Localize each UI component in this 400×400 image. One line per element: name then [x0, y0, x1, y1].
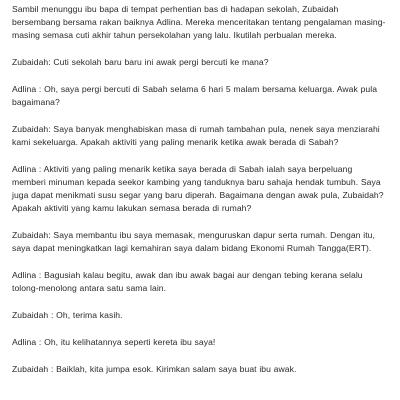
dialogue-line: Adlina : Bagusiah kalau begitu, awak dan ibu awak bagai aur dengan tebing kerana selalu tolong-menolong antara satu sama lain.: [12, 270, 363, 293]
dialogue-line: Adlina : Aktiviti yang paling menarik ketika saya berada di Sabah ialah saya berpeluang memberi minuman kepada seekor kambing yang tanduknya baru sahaja hendak tumbuh. Saya juga dapat menikmati susu segar yang baru diperah. Bagaimana dengan awak pula, Zubaidah? Apakah aktiviti yang kamu lakukan semasa berada di rumah?: [12, 164, 384, 213]
dialogue-line: Zubaidah: Saya membantu ibu saya memasak, menguruskan dapur serta rumah. Dengan itu, saya dapat meningkatkan lagi kemahiran saya dalam bidang Ekonomi Rumah Tangga(ERT).: [12, 230, 375, 253]
dialogue-line: Zubaidah: Cuti sekolah baru baru ini awak pergi bercuti ke mana?: [12, 57, 269, 67]
dialogue-line: Zubaidah : Oh, terima kasih.: [12, 310, 123, 320]
dialogue-line: Zubaidah : Baiklah, kita jumpa esok. Kirimkan salam saya buat ibu awak.: [12, 364, 297, 374]
intro-paragraph: Sambil menunggu ibu bapa di tempat perhentian bas di hadapan sekolah, Zubaidah bersembang bersama rakan baiknya Adlina. Mereka menceritakan tentang pengalaman masing-masing semasa cuti akhir tahun persekolahan yang lalu. Ikutilah perbualan mereka.: [12, 4, 386, 40]
dialogue-line: Zubaidah: Saya banyak menghabiskan masa di rumah tambahan pula, nenek saya menziarahi kami sekeluarga. Apakah aktiviti yang paling menarik ketika awak berada di Sabah?: [12, 124, 380, 147]
dialogue-line: Adlina : Oh, itu kelihatannya seperti kereta ibu saya!: [12, 337, 216, 347]
dialogue-line: Adlina : Oh, saya pergi bercuti di Sabah selama 6 hari 5 malam bersama keluarga. Awak pula bagaimana?: [12, 84, 378, 107]
